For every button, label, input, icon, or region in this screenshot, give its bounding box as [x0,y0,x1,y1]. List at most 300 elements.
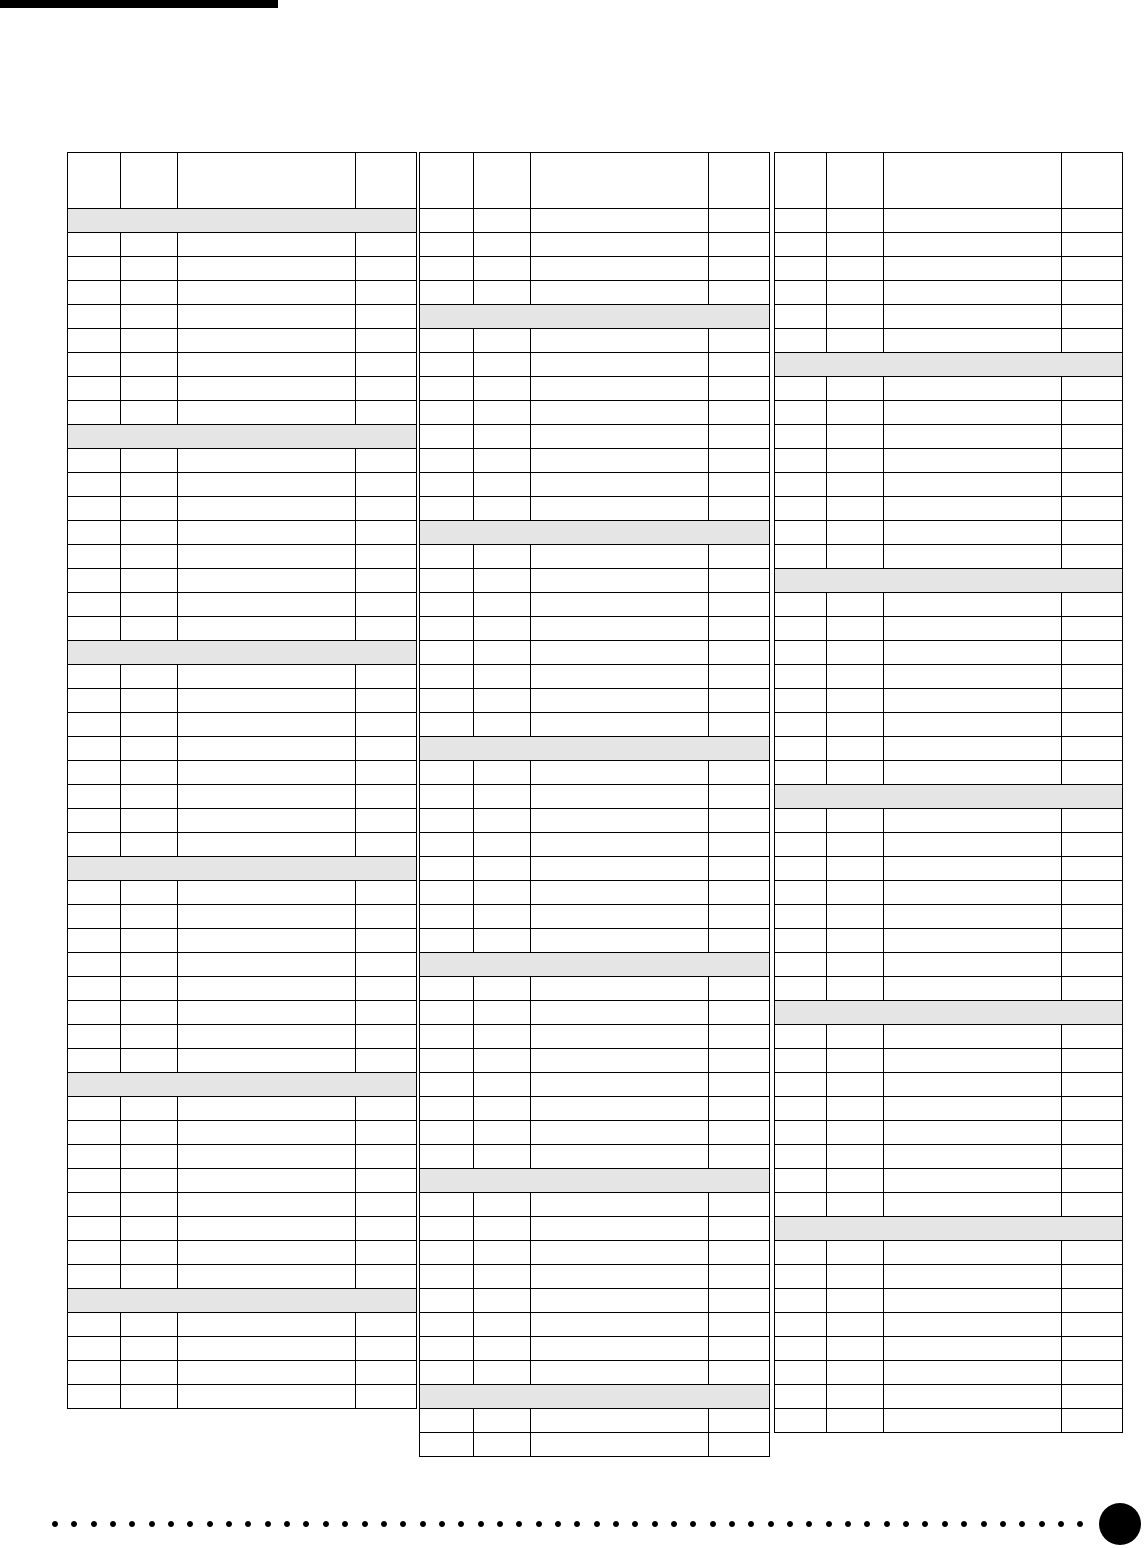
table-cell [68,617,121,641]
table-cell [474,785,531,809]
table-cell [474,929,531,953]
table-cell [1062,377,1123,401]
table-cell [474,1097,531,1121]
table-cell [709,1289,770,1313]
table-cell [178,569,356,593]
table-cell [68,521,121,545]
table-cell [68,1025,121,1049]
footer-dot [864,1521,870,1527]
table-row [68,233,417,257]
table-row [775,1241,1123,1265]
table-cell [827,1241,884,1265]
table-cell [1062,1145,1123,1169]
group-header-cell [68,641,417,665]
table-row [420,353,770,377]
table-cell [420,425,474,449]
table-row [420,641,770,665]
table-cell [531,329,709,353]
table-cell [68,545,121,569]
table-row [68,1097,417,1121]
table-cell [68,1169,121,1193]
table-cell [884,497,1062,521]
footer-dot [787,1521,793,1527]
table-row [775,689,1123,713]
table-cell [884,1025,1062,1049]
table-cell [1062,1313,1123,1337]
table-row [420,617,770,641]
table-cell [356,1265,417,1289]
table-cell [827,1193,884,1217]
table-cell [531,449,709,473]
table-cell [1062,1073,1123,1097]
table-row [420,881,770,905]
table-cell [474,377,531,401]
table-row [775,209,1123,233]
table-row [68,737,417,761]
table-cell [474,401,531,425]
table-cell [827,401,884,425]
table-cell [775,257,827,281]
table-cell [709,1337,770,1361]
table-cell [68,497,121,521]
footer-dot [690,1521,696,1527]
table-row [420,449,770,473]
table-cell [531,545,709,569]
footer-dot [710,1521,716,1527]
table-cell [884,1409,1062,1433]
table-cell [121,785,178,809]
table-header-row [420,153,770,209]
table-cell [356,569,417,593]
table-cell [420,1073,474,1097]
table-cell [775,1409,827,1433]
footer-dot [226,1521,232,1527]
table-cell [356,1025,417,1049]
table-cell [884,737,1062,761]
table-cell [827,377,884,401]
table-cell [531,1313,709,1337]
table-cell [531,1289,709,1313]
table-cell [775,1193,827,1217]
table-row [420,857,770,881]
group-header-row [68,1289,417,1313]
table-cell [531,761,709,785]
table-cell [121,1025,178,1049]
table-row [775,281,1123,305]
footer-dot [652,1521,658,1527]
table-cell [827,953,884,977]
table-cell [709,401,770,425]
table-cell [68,737,121,761]
table-cell [531,1217,709,1241]
table-row [420,497,770,521]
table-cell [1062,665,1123,689]
table-cell [827,473,884,497]
table-cell [121,569,178,593]
table-cell [474,353,531,377]
table-cell [775,209,827,233]
table-cell [775,857,827,881]
table-cell [1062,1097,1123,1121]
footer-dot [1019,1521,1025,1527]
table-cell [775,737,827,761]
table-cell [1062,1265,1123,1289]
group-header-cell [420,737,770,761]
table-cell [1062,1169,1123,1193]
table-cell [775,1145,827,1169]
table-cell [709,785,770,809]
table-cell [178,1313,356,1337]
table-cell [474,1313,531,1337]
table-row [420,569,770,593]
table-cell [121,761,178,785]
table-cell [356,761,417,785]
table-cell [68,953,121,977]
footer-dot [574,1521,580,1527]
table-cell [420,1097,474,1121]
table-cell [775,689,827,713]
table-cell [474,329,531,353]
table-cell [121,1385,178,1409]
table-row [68,1385,417,1409]
table-cell [827,689,884,713]
header-cell [474,153,531,209]
table-cell [827,1145,884,1169]
table-cell [531,1145,709,1169]
table-cell [709,497,770,521]
header-cell [709,153,770,209]
table-cell [68,905,121,929]
footer-dot [1058,1521,1064,1527]
table-row [68,1145,417,1169]
table-cell [884,1049,1062,1073]
table-cell [420,929,474,953]
footer-dot [922,1521,928,1527]
table-row [420,1409,770,1433]
table-row [420,1073,770,1097]
group-header-row [775,1001,1123,1025]
table-row [775,1121,1123,1145]
table-cell [121,497,178,521]
table-cell [68,665,121,689]
header-cell [356,153,417,209]
group-header-cell [68,1289,417,1313]
table-cell [178,377,356,401]
table-cell [884,1313,1062,1337]
table-cell [709,809,770,833]
table-cell [356,1097,417,1121]
table-row [68,1241,417,1265]
table-cell [121,1265,178,1289]
table-cell [178,401,356,425]
table-cell [709,377,770,401]
table-cell [827,329,884,353]
table-row [420,1001,770,1025]
table-cell [420,1001,474,1025]
table-cell [884,281,1062,305]
table-cell [884,641,1062,665]
table-cell [121,1361,178,1385]
group-header-row [775,785,1123,809]
table-cell [531,497,709,521]
table-row [68,929,417,953]
table-cell [709,1049,770,1073]
table-cell [775,1337,827,1361]
table-row [68,545,417,569]
table-cell [356,233,417,257]
table-cell [827,281,884,305]
table-cell [1062,1361,1123,1385]
table-cell [420,857,474,881]
table-cell [178,281,356,305]
table-row [68,1001,417,1025]
table-cell [827,1361,884,1385]
table-cell [884,761,1062,785]
table-cell [178,1121,356,1145]
table-cell [709,977,770,1001]
table-row [775,305,1123,329]
table-cell [884,905,1062,929]
table-cell [121,929,178,953]
table-cell [474,257,531,281]
table-cell [827,737,884,761]
footer-dot [362,1521,368,1527]
table-cell [356,785,417,809]
table-cell [775,521,827,545]
table-cell [356,281,417,305]
table-cell [1062,497,1123,521]
table-cell [884,305,1062,329]
table-cell [178,329,356,353]
footer-dot [1077,1521,1083,1527]
table-row [420,665,770,689]
table-row [420,377,770,401]
table-cell [420,377,474,401]
group-header-row [68,425,417,449]
table-cell [474,833,531,857]
table-cell [474,665,531,689]
table-cell [356,257,417,281]
table-cell [1062,449,1123,473]
table-cell [531,1409,709,1433]
table-cell [531,377,709,401]
table-cell [884,1241,1062,1265]
table-cell [474,1289,531,1313]
table-row [68,1337,417,1361]
table-cell [709,617,770,641]
table-row [775,521,1123,545]
table-row [68,329,417,353]
table-row [68,713,417,737]
table-cell [178,1145,356,1169]
table-cell [827,425,884,449]
table-cell [121,1097,178,1121]
footer-dot [168,1521,174,1527]
table-cell [1062,209,1123,233]
table-cell [827,1025,884,1049]
table-cell [420,1289,474,1313]
table-cell [178,1025,356,1049]
table-cell [775,305,827,329]
table-cell [474,1433,531,1457]
group-header-row [420,737,770,761]
table-cell [420,449,474,473]
table-cell [709,1361,770,1385]
table-cell [884,1169,1062,1193]
table-cell [709,1121,770,1145]
table-cell [709,761,770,785]
table-row [420,1241,770,1265]
table-row [775,833,1123,857]
table-cell [178,1193,356,1217]
data-table-right [774,152,1123,1433]
table-row [68,449,417,473]
table-cell [121,809,178,833]
table-cell [531,713,709,737]
table-cell [121,329,178,353]
table-cell [356,881,417,905]
table-row [775,881,1123,905]
table-cell [884,881,1062,905]
table-row [68,617,417,641]
table-row [775,449,1123,473]
table-cell [884,329,1062,353]
table-cell [121,1217,178,1241]
table-cell [356,665,417,689]
table-cell [420,1361,474,1385]
table-cell [775,425,827,449]
table-cell [474,1001,531,1025]
table-row [68,1313,417,1337]
table-cell [121,953,178,977]
table-cell [356,833,417,857]
table-cell [884,1385,1062,1409]
table-row [68,881,417,905]
table-cell [531,569,709,593]
table-cell [709,665,770,689]
header-cell [531,153,709,209]
table-cell [356,449,417,473]
table-cell [1062,305,1123,329]
table-cell [121,617,178,641]
table-cell [178,545,356,569]
table-row [68,569,417,593]
table-cell [121,1145,178,1169]
table-cell [68,1145,121,1169]
table-row [68,1265,417,1289]
table-cell [775,881,827,905]
table-row [68,1217,417,1241]
table-cell [709,1097,770,1121]
table-cell [775,1169,827,1193]
table-cell [356,305,417,329]
table-row [775,641,1123,665]
table-cell [178,881,356,905]
table-cell [827,809,884,833]
table-cell [775,281,827,305]
table-cell [775,449,827,473]
table-row [775,1073,1123,1097]
table-cell [420,833,474,857]
table-cell [827,1169,884,1193]
table-row [775,257,1123,281]
table-cell [775,761,827,785]
table-cell [827,1265,884,1289]
table-cell [884,1145,1062,1169]
table-cell [356,401,417,425]
table-cell [884,257,1062,281]
table-row [420,713,770,737]
table-row [68,953,417,977]
table-cell [68,353,121,377]
footer-dot [478,1521,484,1527]
table-cell [709,689,770,713]
table-cell [775,473,827,497]
table-cell [356,1313,417,1337]
footer-dot [671,1521,677,1527]
table-row [68,1193,417,1217]
table-cell [178,305,356,329]
footer-dot [942,1521,948,1527]
table-cell [884,977,1062,1001]
table-cell [1062,257,1123,281]
table-cell [827,1121,884,1145]
table-cell [68,929,121,953]
table-cell [420,497,474,521]
table-cell [68,329,121,353]
footer-dot [187,1521,193,1527]
table-cell [474,1409,531,1433]
table-row [420,281,770,305]
table-row [775,1049,1123,1073]
table-cell [775,809,827,833]
footer-dot [149,1521,155,1527]
table-cell [178,233,356,257]
table-row [775,593,1123,617]
table-cell [356,497,417,521]
footer-dot [458,1521,464,1527]
table-cell [531,401,709,425]
table-cell [775,401,827,425]
table-cell [356,1169,417,1193]
table-cell [121,1241,178,1265]
table-cell [420,761,474,785]
table-cell [178,953,356,977]
table-row [68,1169,417,1193]
table-cell [68,761,121,785]
table-cell [474,497,531,521]
table-cell [1062,833,1123,857]
group-header-cell [68,1073,417,1097]
table-cell [884,929,1062,953]
group-header-cell [775,785,1123,809]
table-row [775,1097,1123,1121]
group-header-cell [68,857,417,881]
header-cell [68,153,121,209]
table-cell [827,761,884,785]
table-cell [420,1049,474,1073]
table-cell [775,1073,827,1097]
table-cell [68,473,121,497]
table-cell [709,1073,770,1097]
table-cell [531,857,709,881]
table-cell [775,833,827,857]
table-cell [68,233,121,257]
table-cell [531,353,709,377]
table-cell [420,353,474,377]
table-cell [709,1409,770,1433]
table-cell [178,689,356,713]
